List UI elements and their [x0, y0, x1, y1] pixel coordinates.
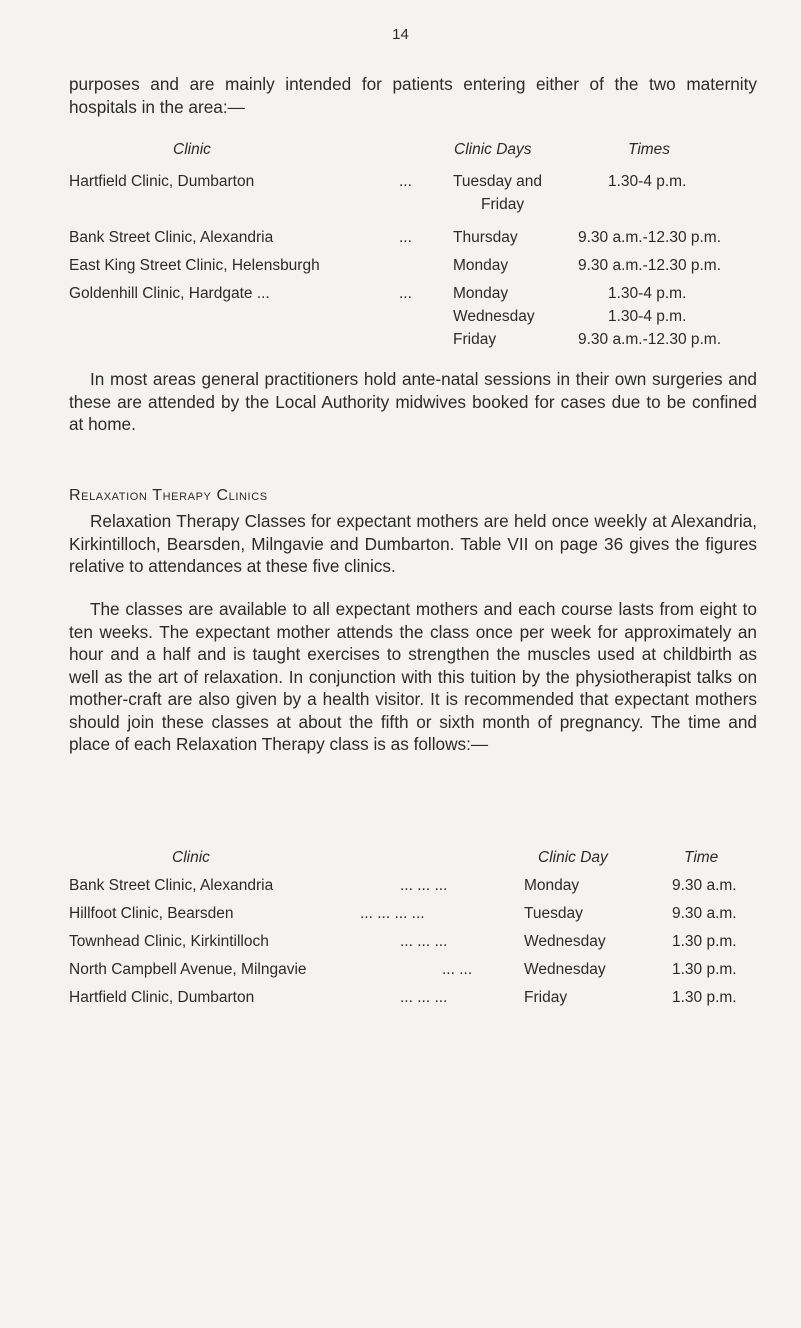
table1-row1-time1: 1.30-4 p.m. [608, 173, 687, 190]
table2-row5-time: 1.30 p.m. [672, 989, 737, 1006]
table2-row1-time: 9.30 a.m. [672, 877, 737, 894]
table1-header-times: Times [628, 141, 671, 158]
table2-row2-dots: ... ... ... ... [360, 905, 425, 922]
table2-header-day: Clinic Day [538, 849, 608, 866]
table2-row2-time: 9.30 a.m. [672, 905, 737, 922]
table1-row4-day3: Friday [453, 331, 497, 348]
table1-row2-day1: Thursday [453, 229, 518, 246]
relaxation-paragraph-1: Relaxation Therapy Classes for expectant mothers are held once weekly at Alexandria, Kirkintilloch, Bearsden, Milngavie and Dumbarton. Table VII on page 36 gives the figures relative to attendances at these five clinics. [69, 511, 757, 576]
table1-row2-clinic: Bank Street Clinic, Alexandria [69, 229, 274, 246]
table2-row4-clinic: North Campbell Avenue, Milngavie [69, 961, 307, 978]
table1-header-days: Clinic Days [454, 141, 532, 158]
table1-row1-clinic: Hartfield Clinic, Dumbarton [69, 173, 255, 190]
table2-row5-dots: ... ... ... [400, 989, 448, 1006]
page-number: 14 [392, 26, 409, 43]
table1-row4-time3: 9.30 a.m.-12.30 p.m. [578, 331, 722, 348]
table2-row3-day: Wednesday [524, 933, 606, 950]
table2-row2-day: Tuesday [524, 905, 583, 922]
table2-header-time: Time [684, 849, 719, 866]
table2-row4-time: 1.30 p.m. [672, 961, 737, 978]
table1-row4-day1: Monday [453, 285, 509, 302]
table1-row2-dots: ... [399, 229, 412, 246]
table1-row4-time1: 1.30-4 p.m. [608, 285, 687, 302]
gp-paragraph: In most areas general practitioners hold ante-natal sessions in their own surgeries and these are attended by the Local Authority midwives booked for cases due to be confined at home. [69, 369, 757, 434]
table2-row4-dots: ... ... [442, 961, 473, 978]
table1-row3-day1: Monday [453, 257, 509, 274]
table2-row1-clinic: Bank Street Clinic, Alexandria [69, 877, 274, 894]
table2-row3-clinic: Townhead Clinic, Kirkintilloch [69, 933, 269, 950]
table1-row4-day2: Wednesday [453, 308, 535, 325]
table2-row5-clinic: Hartfield Clinic, Dumbarton [69, 989, 255, 1006]
table1-row1-day1: Tuesday and [453, 173, 543, 190]
table1-row1-dots: ... [399, 173, 412, 190]
section-heading: Relaxation Therapy Clinics [69, 487, 268, 504]
table2-row1-day: Monday [524, 877, 580, 894]
table2-row2-clinic: Hillfoot Clinic, Bearsden [69, 905, 234, 922]
table1-row3-time1: 9.30 a.m.-12.30 p.m. [578, 257, 722, 274]
relaxation-paragraph-2: The classes are available to all expectant mothers and each course lasts from eight to ten weeks. The expectant mother attends the class once per week for approximately an hour and a half and is taught exercises to strengthen the muscles used at childbirth as well as the art of relaxation. In conjunction with this tuition by the physiotherapist talks on mother-craft are also given by a health visitor. It is recommended that expectant mothers should join these classes at about the fifth or sixth month of pregnancy. The time and place of each Relaxation Therapy class is as follows:— [69, 599, 757, 754]
table1-row2-time1: 9.30 a.m.-12.30 p.m. [578, 229, 722, 246]
table1-row4-clinic: Goldenhill Clinic, Hardgate ... [69, 285, 270, 302]
table2-row3-time: 1.30 p.m. [672, 933, 737, 950]
table2-row5-day: Friday [524, 989, 568, 1006]
table1-row3-clinic: East King Street Clinic, Helensburgh [69, 257, 320, 274]
intro-paragraph: purposes and are mainly intended for patients entering either of the two maternity hospitals in the area:— [69, 74, 757, 117]
table1-row4-dots: ... [399, 285, 412, 302]
table1-header-clinic: Clinic [173, 141, 211, 158]
table2-row3-dots: ... ... ... [400, 933, 448, 950]
table1-row1-day2: Friday [481, 196, 525, 213]
table2-header-clinic: Clinic [172, 849, 210, 866]
table1-row4-time2: 1.30-4 p.m. [608, 308, 687, 325]
table2-row4-day: Wednesday [524, 961, 606, 978]
table2-row1-dots: ... ... ... [400, 877, 448, 894]
